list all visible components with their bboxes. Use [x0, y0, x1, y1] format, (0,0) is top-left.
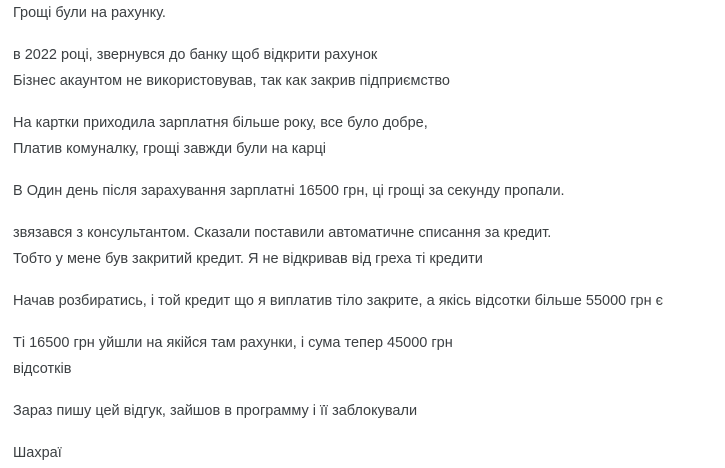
paragraph [13, 178, 715, 204]
paragraph [13, 398, 715, 424]
text-line: звязався з консультантом. Сказали поставили автоматичне списання за кредит. [13, 225, 552, 241]
text-line: На картки приходила зарплатня більше року, все було добре, [13, 115, 428, 131]
text-line: Грощі були на рахунку. [13, 5, 166, 21]
paragraph [13, 330, 715, 382]
paragraph [13, 288, 715, 314]
paragraph [13, 440, 715, 466]
text-line: Тобто у мене був закритий кредит. Я не відкривав від греха ті кредити [13, 251, 483, 267]
paragraph [13, 0, 715, 26]
text-line: В Один день після зарахування зарплатні 16500 грн, ці грощі за секунду пропали. [13, 183, 565, 199]
text-line: Ті 16500 грн уйшли на якійся там рахунки, і сума тепер 45000 грн [13, 335, 453, 351]
text-line: Начав розбиратись, і той кредит що я виплатив тіло закрите, а якісь відсотки більше 55000 грн є [13, 293, 664, 309]
text-line: Зараз пишу цей відгук, зайшов в программу і її заблокували [13, 403, 418, 419]
paragraph [13, 220, 715, 272]
text-line: Бізнес акаунтом не використовував, так как закрив підприємство [13, 73, 450, 89]
paragraph [13, 42, 715, 94]
text-line: Шахраї [13, 445, 62, 461]
paragraph [13, 110, 715, 162]
text-line: відсотків [13, 361, 72, 377]
text-line: в 2022 році, звернувся до банку щоб відкрити рахунок [13, 47, 378, 63]
text-line: Платив комуналку, грощі завжди були на карці [13, 141, 327, 157]
